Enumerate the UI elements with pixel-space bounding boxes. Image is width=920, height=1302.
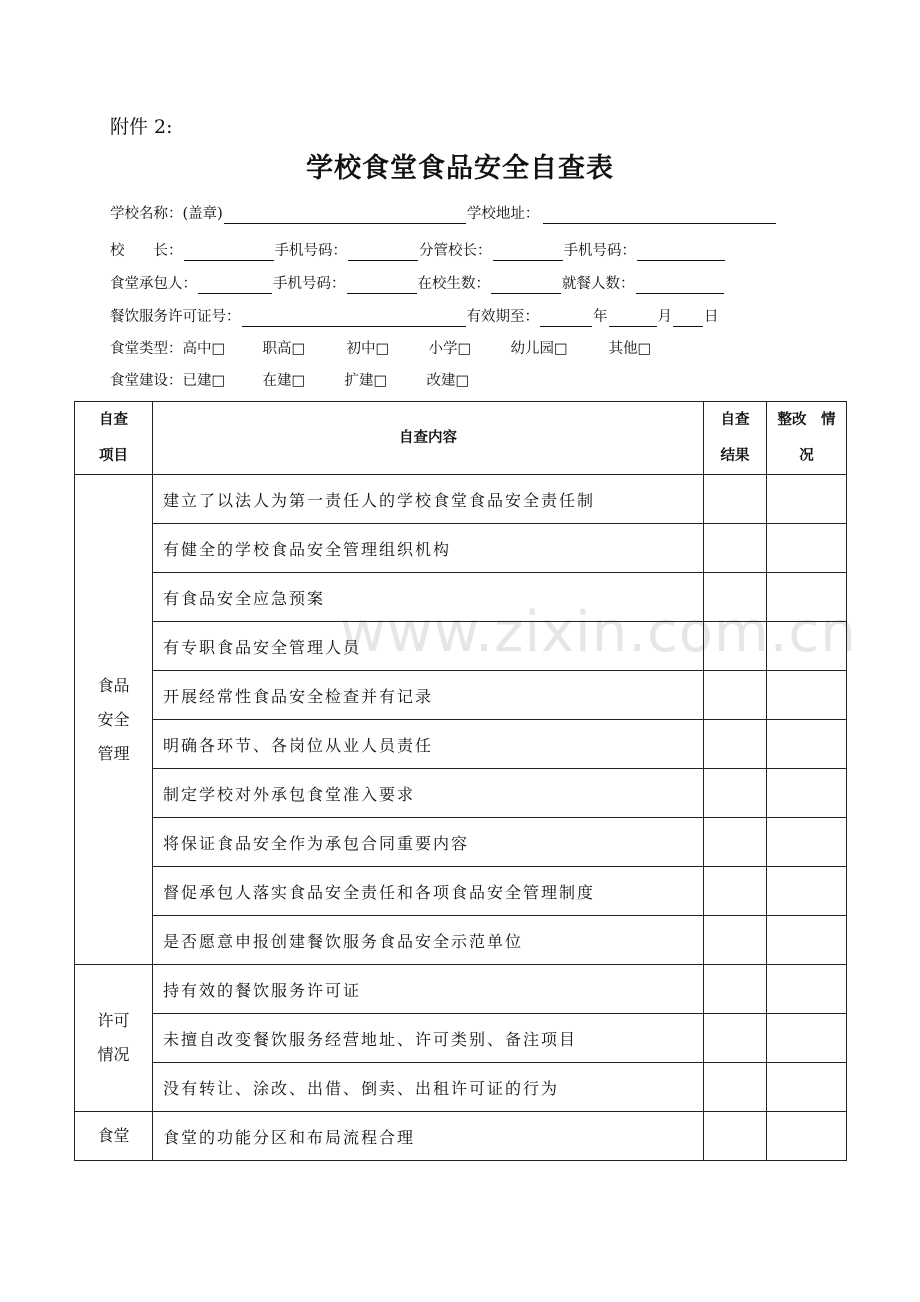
check-item: 将保证食品安全作为承包合同重要内容 [153,818,704,867]
info-row-construction [110,371,469,391]
table-row [75,769,847,818]
canteen-type-option[interactable]: 职高□ [262,341,306,357]
check-item: 督促承包人落实食品安全责任和各项食品安全管理制度 [153,867,704,916]
check-item: 有健全的学校食品安全管理组织机构 [153,524,704,573]
year-label: 年 [593,309,608,325]
license-label: 餐饮服务许可证号： [110,309,241,325]
rectify-cell[interactable] [767,916,847,965]
table-row [75,916,847,965]
info-row-canteen-type [110,339,651,359]
valid-day-field[interactable] [673,310,703,327]
category-label: 情况 [97,1045,130,1064]
info-row-principal [110,241,726,261]
category-label: 安全 [97,709,130,729]
table-row [75,671,847,720]
canteen-type-option[interactable]: 初中□ [346,341,390,357]
check-item: 是否愿意申报创建餐饮服务食品安全示范单位 [153,916,704,965]
valid-label: 有效期至： [466,309,539,325]
school-name-label: 学校名称：(盖章) [110,206,223,222]
students-label: 在校生数： [417,276,490,292]
result-cell[interactable] [704,524,767,573]
rectify-cell[interactable] [767,818,847,867]
result-cell[interactable] [704,622,767,671]
info-row-license [110,307,719,327]
result-cell[interactable] [704,1112,767,1161]
rectify-cell[interactable] [767,573,847,622]
rectify-cell[interactable] [767,622,847,671]
school-address-field[interactable] [543,207,776,224]
day-label: 日 [704,309,719,325]
rectify-cell[interactable] [767,965,847,1014]
rectify-cell[interactable] [767,720,847,769]
check-item: 持有效的餐饮服务许可证 [153,965,704,1014]
contractor-phone-label: 手机号码： [273,276,346,292]
check-item: 建立了以法人为第一责任人的学校食堂食品安全责任制 [153,475,704,524]
diners-field[interactable] [636,277,724,294]
valid-year-field[interactable] [540,310,592,327]
category-label: 食堂 [97,1126,130,1145]
valid-month-field[interactable] [609,310,657,327]
check-item: 有专职食品安全管理人员 [153,622,704,671]
result-cell[interactable] [704,867,767,916]
table-row [75,1063,847,1112]
category-label: 管理 [97,743,130,763]
table-row [75,622,847,671]
principal-phone-field[interactable] [348,244,418,261]
construction-option[interactable]: 已建□ [182,373,226,389]
rectify-cell[interactable] [767,671,847,720]
vice-principal-field[interactable] [493,244,563,261]
school-address-label: 学校地址： [466,206,540,222]
contractor-field[interactable] [198,277,272,294]
canteen-type-label: 食堂类型： [110,341,183,357]
rectify-cell[interactable] [767,1112,847,1161]
contractor-label: 食堂承包人： [110,276,197,292]
header-rectify: 整改 情 况 [767,402,847,475]
table-row [75,475,847,524]
header-result: 自查 结果 [704,402,767,475]
principal-label: 校 长： [110,243,183,259]
category-label: 食品 [97,675,130,695]
table-header-row [75,402,847,475]
vice-principal-label: 分管校长： [419,243,492,259]
page-title: 学校食堂食品安全自查表 [306,153,614,184]
category-cell [75,475,153,965]
diners-label: 就餐人数： [562,276,635,292]
canteen-type-option[interactable]: 高中□ [182,341,226,357]
table-row [75,965,847,1014]
table-row [75,1014,847,1063]
check-item: 开展经常性食品安全检查并有记录 [153,671,704,720]
result-cell[interactable] [704,720,767,769]
result-cell[interactable] [704,818,767,867]
students-field[interactable] [491,277,561,294]
rectify-cell[interactable] [767,867,847,916]
canteen-type-option[interactable]: 小学□ [428,341,472,357]
check-item: 没有转让、涂改、出借、倒卖、出租许可证的行为 [153,1063,704,1112]
info-row-school [110,204,777,224]
rectify-cell[interactable] [767,1063,847,1112]
result-cell[interactable] [704,916,767,965]
table-row [75,720,847,769]
table-row [75,573,847,622]
table-row [75,1112,847,1161]
table-row [75,818,847,867]
rectify-cell[interactable] [767,524,847,573]
canteen-type-option[interactable]: 其他□ [608,341,652,357]
check-item: 未擅自改变餐饮服务经营地址、许可类别、备注项目 [153,1014,704,1063]
principal-field[interactable] [184,244,274,261]
info-row-contractor [110,274,725,294]
category-cell [75,965,153,1112]
rectify-cell[interactable] [767,475,847,524]
watermark: www.zixin.com.cn [340,600,857,665]
result-cell[interactable] [704,1063,767,1112]
result-cell[interactable] [704,1014,767,1063]
self-check-table [74,401,847,1161]
result-cell[interactable] [704,671,767,720]
result-cell[interactable] [704,573,767,622]
contractor-phone-field[interactable] [347,277,417,294]
canteen-type-option[interactable]: 幼儿园□ [510,341,568,357]
construction-option[interactable]: 扩建□ [344,373,388,389]
table-row [75,867,847,916]
category-label: 许可 [97,1011,130,1030]
check-item: 明确各环节、各岗位从业人员责任 [153,720,704,769]
check-item: 制定学校对外承包食堂准入要求 [153,769,704,818]
attachment-label: 附件 2: [110,116,173,138]
license-field[interactable] [242,310,466,327]
result-cell[interactable] [704,965,767,1014]
header-item: 自查 项目 [75,402,153,475]
result-cell[interactable] [704,769,767,818]
principal-phone-label: 手机号码： [274,243,347,259]
school-name-field[interactable] [224,207,466,224]
construction-label: 食堂建设： [110,373,183,389]
vice-phone-label: 手机号码： [563,243,636,259]
check-item: 食堂的功能分区和布局流程合理 [153,1112,704,1161]
result-cell[interactable] [704,475,767,524]
month-label: 月 [657,309,672,325]
table-row [75,524,847,573]
vice-phone-field[interactable] [637,244,725,261]
construction-option[interactable]: 改建□ [426,373,470,389]
rectify-cell[interactable] [767,1014,847,1063]
rectify-cell[interactable] [767,769,847,818]
header-content: 自查内容 [153,402,704,475]
construction-option[interactable]: 在建□ [262,373,306,389]
check-item: 有食品安全应急预案 [153,573,704,622]
category-cell [75,1112,153,1161]
